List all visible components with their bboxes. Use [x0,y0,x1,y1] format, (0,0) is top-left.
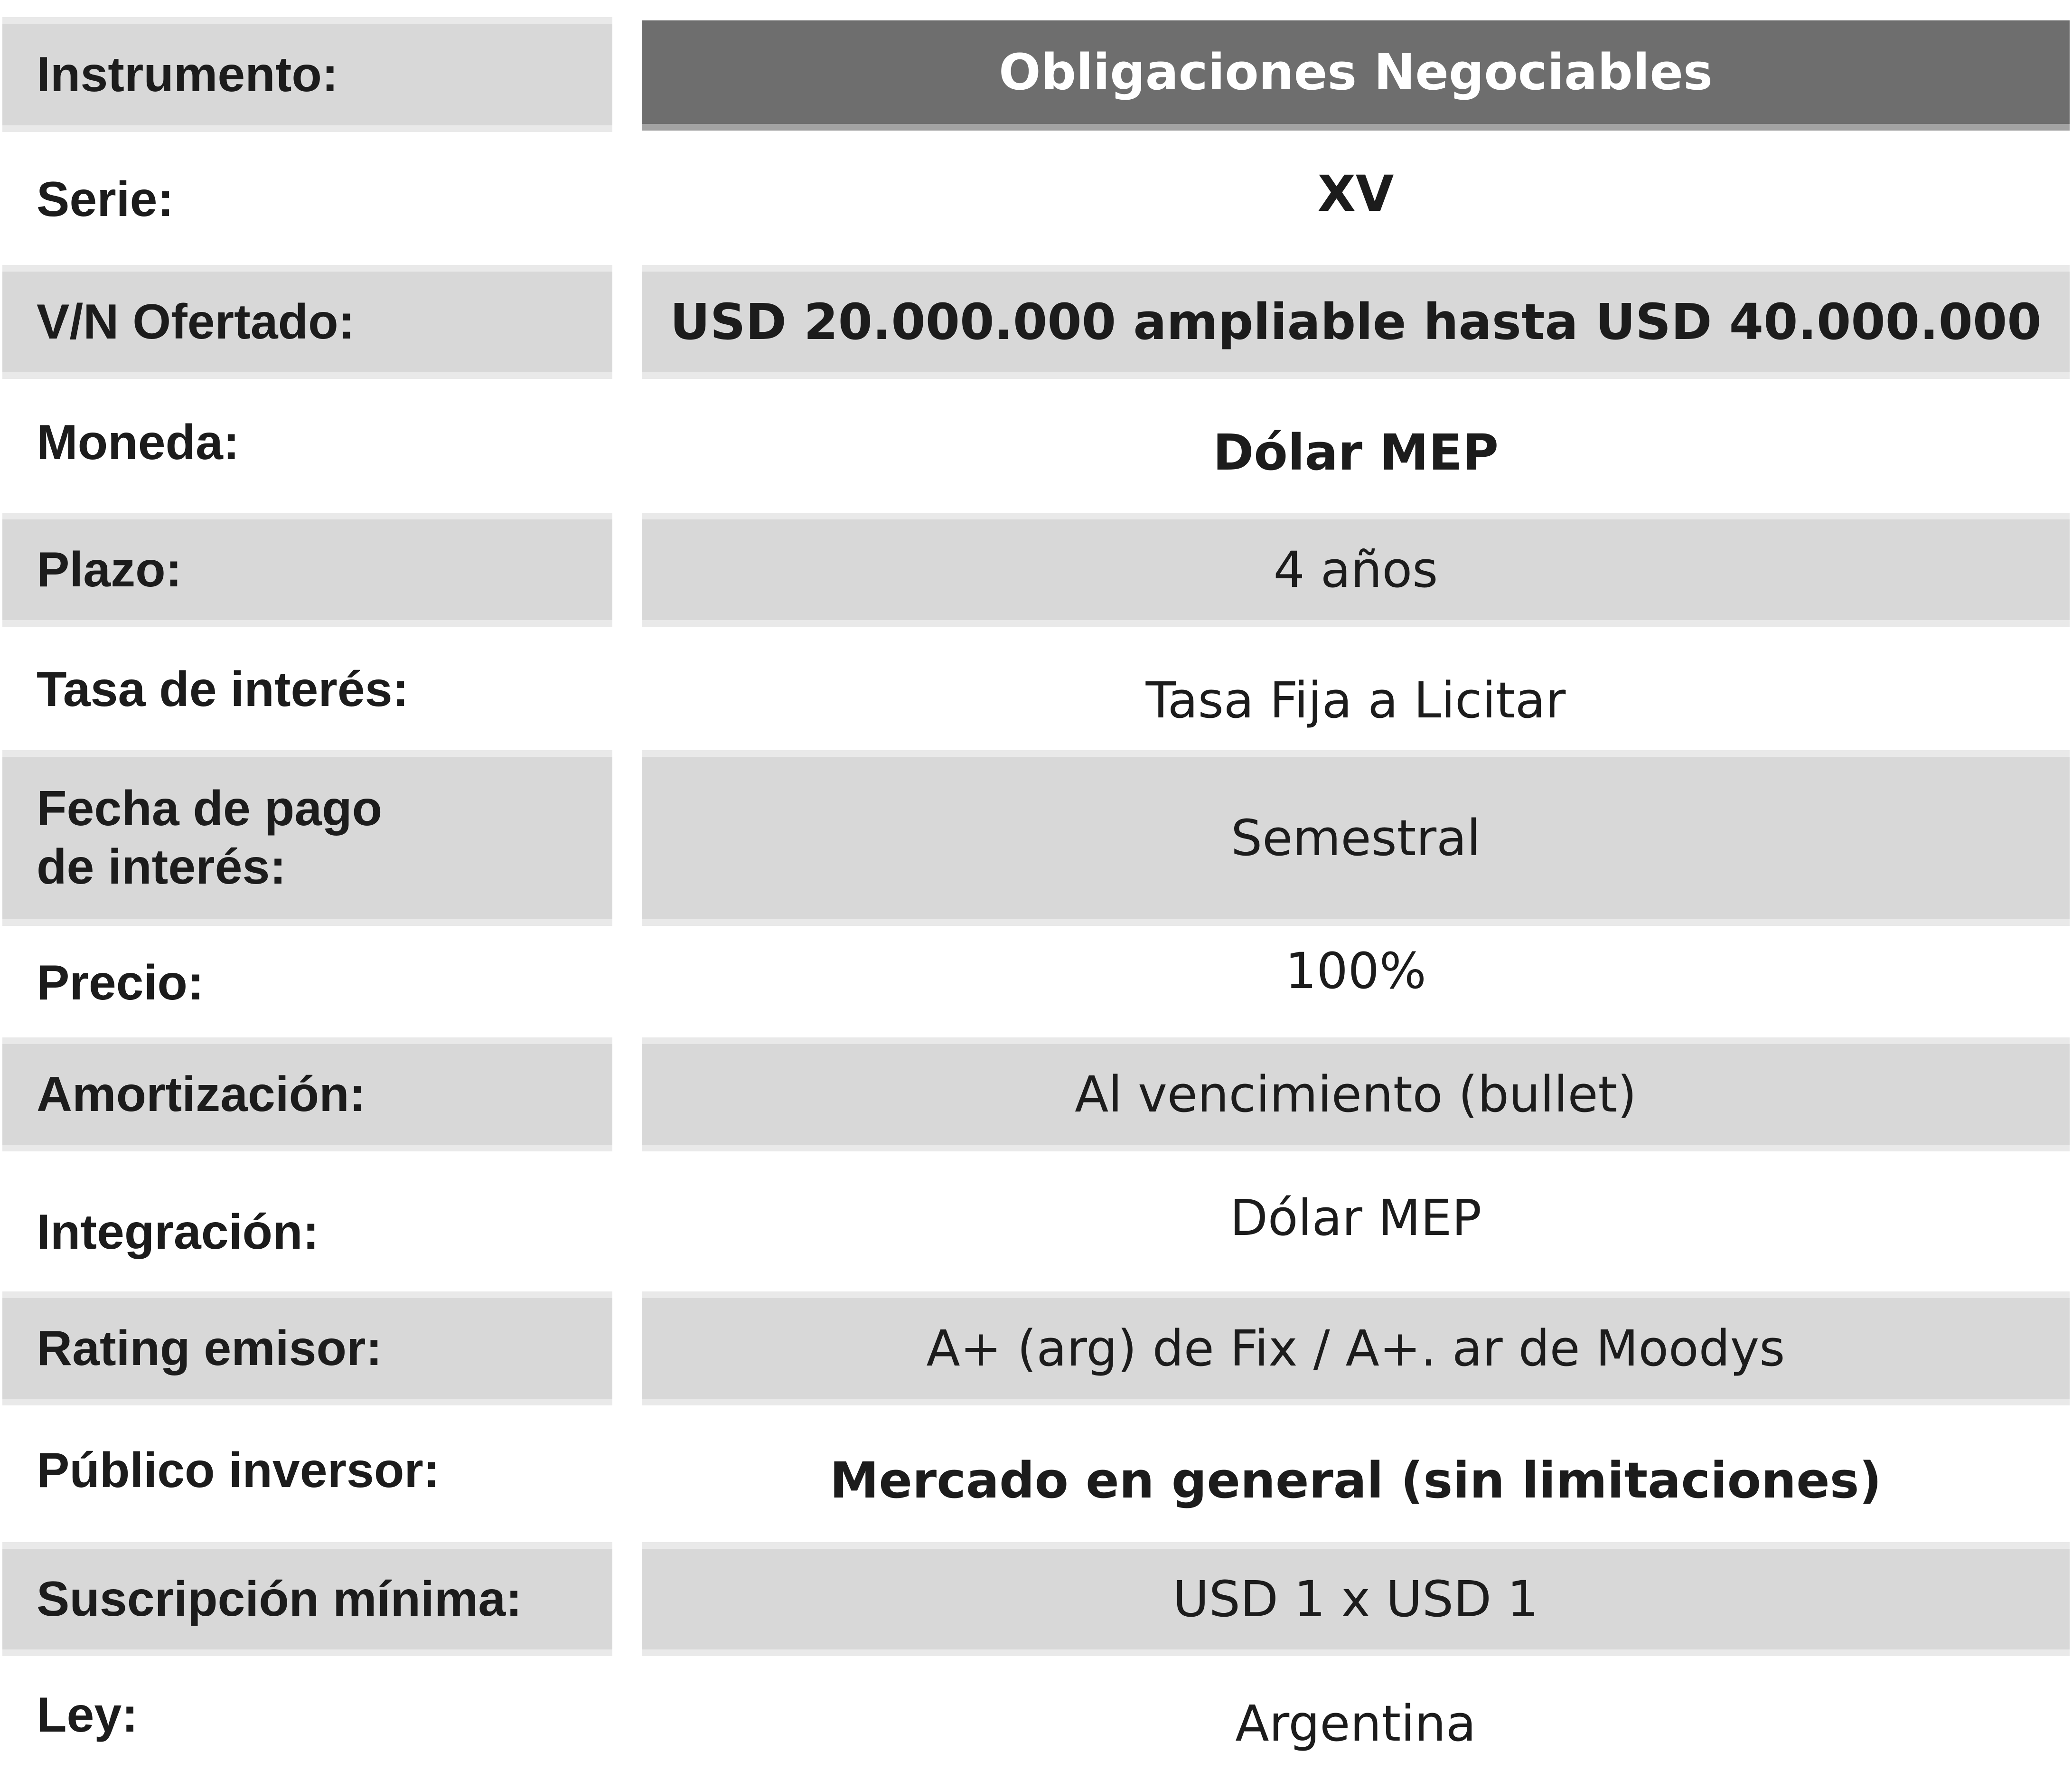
value-precio: 100% [1285,942,1426,1000]
value-serie: XV [1317,164,1394,223]
label-rating-emisor: Rating emisor: [2,1291,612,1405]
label-fecha-pago-interes [2,750,612,926]
value-suscripcion-minima: USD 1 x USD 1 [642,1542,2070,1656]
value-instrumento: Obligaciones Negociables [642,20,2070,131]
label-ley: Ley: [37,1687,138,1743]
label-serie: Serie: [37,171,174,227]
label-publico-inversor: Público inversor: [37,1443,440,1498]
label-integracion: Integración: [37,1204,319,1260]
value-publico-inversor: Mercado en general (sin limitaciones) [829,1451,1882,1509]
value-plazo: 4 años [642,513,2070,627]
label-vn-ofertado: V/N Ofertado: [2,265,612,379]
label-moneda: Moneda: [37,415,240,471]
label-precio: Precio: [37,955,204,1010]
value-moneda: Dólar MEP [1213,423,1499,481]
label-plazo: Plazo: [2,513,612,627]
value-amortizacion: Al vencimiento (bullet) [642,1037,2070,1151]
label-fecha-pago-line2: de interés: [37,839,286,895]
label-tasa-interes: Tasa de interés: [37,662,409,717]
label-instrumento: Instrumento: [2,17,612,132]
value-vn-ofertado: USD 20.000.000 ampliable hasta USD 40.000.000 [642,265,2070,379]
label-fecha-pago-line1: Fecha de pago [37,781,383,837]
value-ley: Argentina [1235,1695,1476,1752]
value-rating-emisor: A+ (arg) de Fix / A+. ar de Moodys [642,1291,2070,1405]
value-tasa-interes: Tasa Fija a Licitar [1145,671,1566,729]
value-integracion: Dólar MEP [1229,1189,1482,1247]
label-suscripcion-minima: Suscripción mínima: [2,1542,612,1656]
label-amortizacion: Amortización: [2,1037,612,1151]
value-fecha-pago-interes: Semestral [642,750,2070,926]
